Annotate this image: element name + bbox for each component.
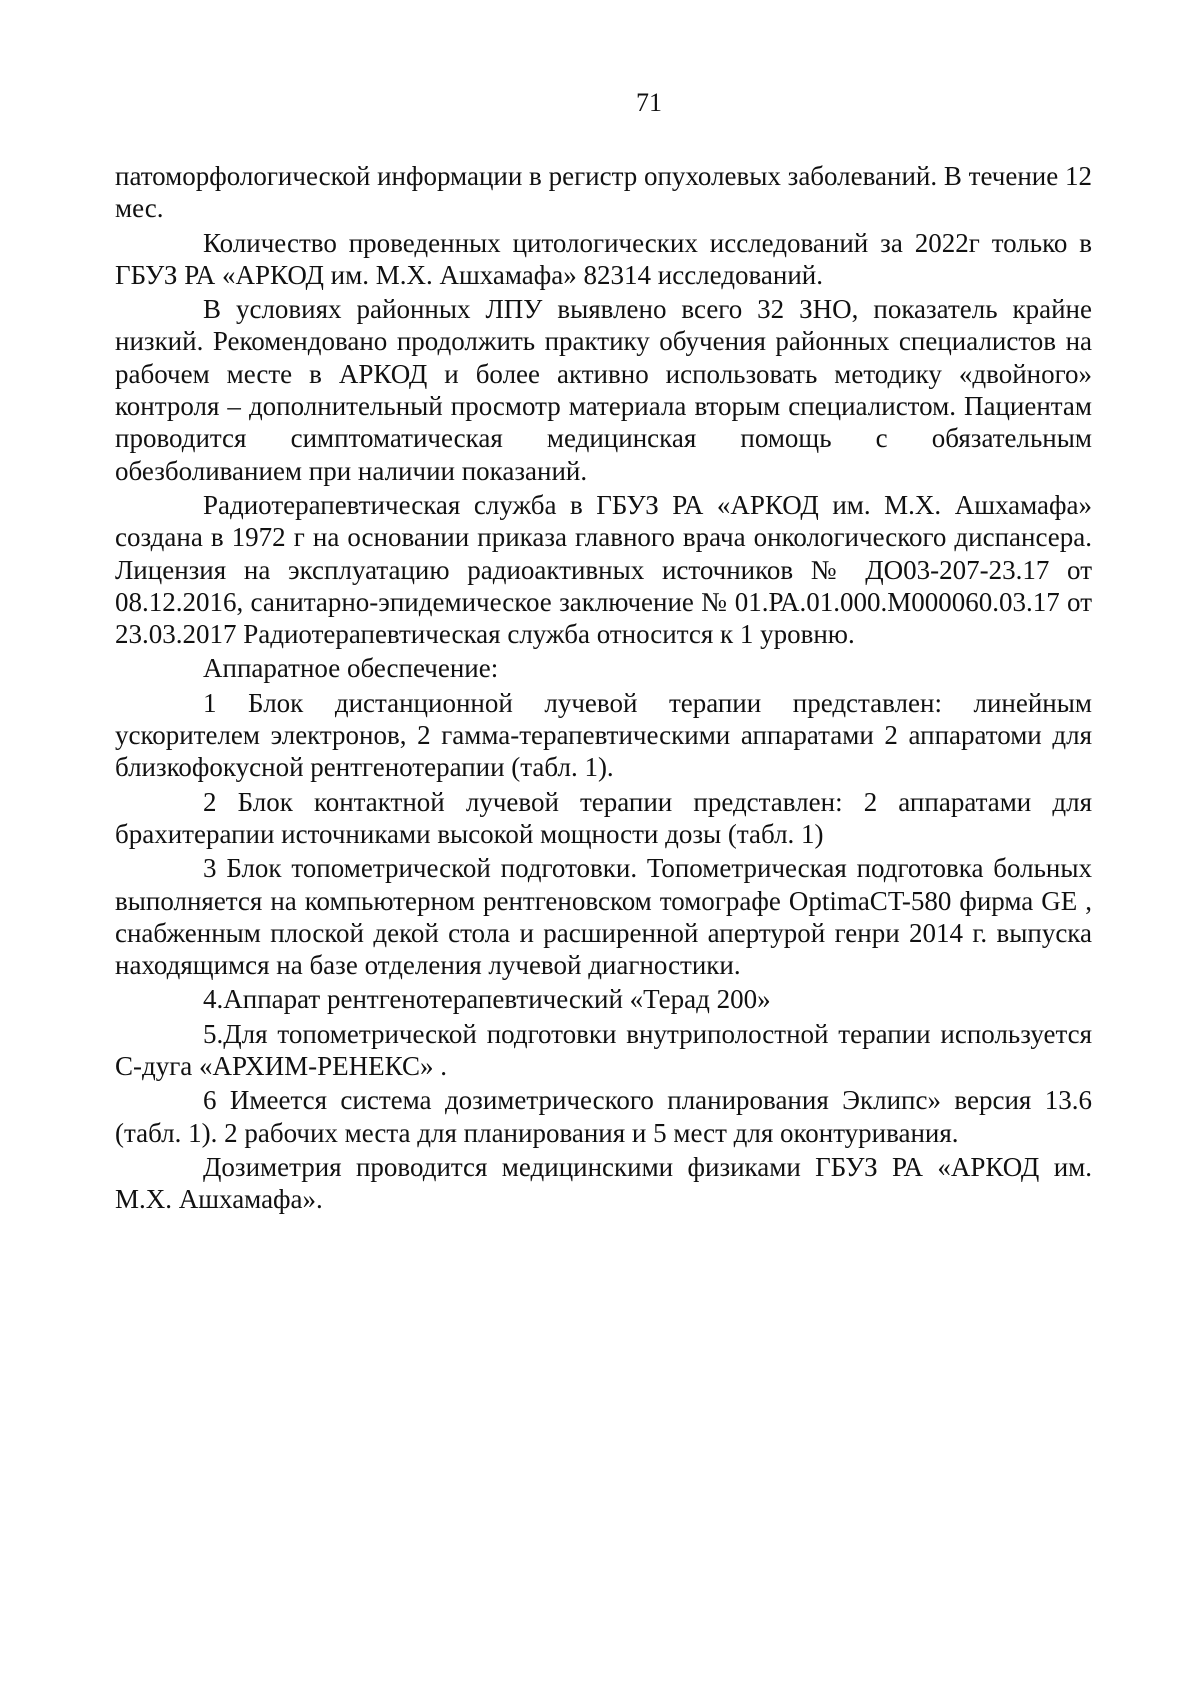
paragraph-registry-continuation: патоморфологической информации в регистр опухолевых заболеваний. В течение 12 мес.: [115, 161, 1092, 224]
paragraph-item-3: 3 Блок топометрической подготовки. Топометрическая подготовка больных выполняется на компьютерном рентгеновском томографе OptimaCT-580 фирма GE , снабженным плоской декой стола и расширенной апертурой генри 2014 г. выпуска находящимся на базе отделения лучевой диагностики.: [115, 853, 1092, 981]
paragraph-radiotherapy-service: Радиотерапевтическая служба в ГБУЗ РА «АРКОД им. М.Х. Ашхамафа» создана в 1972 г на основании приказа главного врача онкологического диспансера. Лицензия на эксплуатацию радиоактивных источников № ДО03-207-23.17 от 08.12.2016, санитарно-эпидемическое заключение № 01.РА.01.000.М000060.03.17 от 23.03.2017 Радиотерапевтическая служба относится к 1 уровню.: [115, 489, 1092, 650]
body-text: [115, 160, 1092, 1218]
paragraph-district-lpu: В условиях районных ЛПУ выявлено всего 32 ЗНО, показатель крайне низкий. Рекомендовано продолжить практику обучения районных специалистов на рабочем месте в АРКОД и более активно использовать методику «двойного» контроля – дополнительный просмотр материала вторым специалистом. Пациентам проводится симптоматическая медицинская помощь с обязательным обезболиванием при наличии показаний.: [115, 294, 1092, 486]
page-number: 71: [636, 88, 662, 117]
paragraph-item-2: 2 Блок контактной лучевой терапии представлен: 2 аппаратами для брахитерапии источниками высокой мощности дозы (табл. 1): [115, 786, 1092, 849]
paragraph-item-5: 5.Для топометрической подготовки внутриполостной терапии используется С-дуга «АРХИМ-РЕНЕКС» .: [115, 1018, 1092, 1082]
paragraph-item-4: 4.Аппарат рентгенотерапевтический «Терад 200»: [203, 984, 771, 1015]
paragraph-dosimetry: Дозиметрия проводится медицинскими физиками ГБУЗ РА «АРКОД им. М.Х. Ашхамафа».: [115, 1151, 1092, 1215]
paragraph-item-1: 1 Блок дистанционной лучевой терапии представлен: линейным ускорителем электронов, 2 гамма-терапевтическими аппаратами 2 аппаратоми для близкофокусной рентгенотерапии (табл. 1).: [115, 687, 1092, 783]
paragraph-item-6: 6 Имеется система дозиметрического планирования Эклипс» версия 13.6 (табл. 1). 2 рабочих места для планирования и 5 мест для оконтуривания.: [115, 1085, 1092, 1148]
paragraph-equipment-heading: Аппаратное обеспечение:: [203, 653, 499, 684]
paragraph-cytology-count: Количество проведенных цитологических исследований за 2022г только в ГБУЗ РА «АРКОД им. М.Х. Ашхамафа» 82314 исследований.: [115, 227, 1092, 290]
